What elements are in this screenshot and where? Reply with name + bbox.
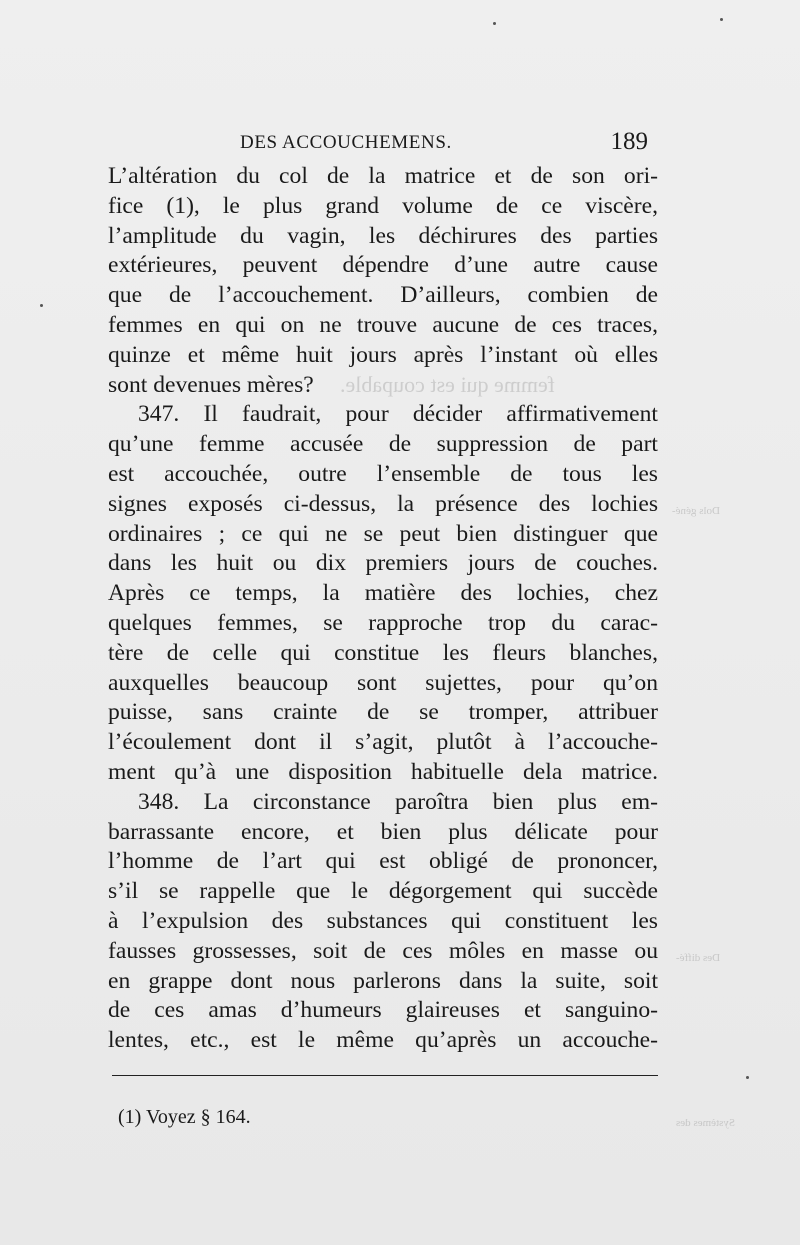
paper-speck <box>40 304 43 307</box>
page-header <box>108 128 658 158</box>
text-line: dans les huit ou dix premiers jours de couches. <box>108 550 658 577</box>
paper-speck <box>493 22 496 25</box>
text-line: fausses grossesses, soit de ces môles en masse ou <box>108 937 658 964</box>
text-line: ordinaires ; ce qui ne se peut bien distinguer que <box>108 520 658 547</box>
paragraph-348-start: 348. La circonstance paroîtra bien plus em- <box>138 788 658 815</box>
text-line: puisse, sans crainte de se tromper, attribuer <box>108 699 658 726</box>
show-through-margin-note: Systèmes des <box>676 1117 735 1129</box>
text-line: à l’expulsion des substances qui constituent les <box>108 907 658 934</box>
text-line: femmes en qui on ne trouve aucune de ces traces, <box>108 311 658 338</box>
show-through-text: femme qui est coupable. <box>340 372 556 397</box>
text-line: sont devenues mères? <box>108 371 314 398</box>
text-line: qu’une femme accusée de suppression de part <box>108 431 658 458</box>
text-line: l’homme de l’art qui est obligé de prononcer, <box>108 848 658 875</box>
text-line: auxquelles beaucoup sont sujettes, pour qu’on <box>108 669 658 696</box>
text-line: est accouchée, outre l’ensemble de tous les <box>108 460 658 487</box>
body-text <box>108 162 658 1056</box>
text-line: l’écoulement dont il s’agit, plutôt à l’accouche- <box>108 729 658 756</box>
text-line: en grappe dont nous parlerons dans la suite, soit <box>108 967 658 994</box>
footnote-divider <box>112 1075 658 1076</box>
text-line: s’il se rappelle que le dégorgement qui succède <box>108 878 658 905</box>
text-line: barrassante encore, et bien plus délicate pour <box>108 818 658 845</box>
text-line: lentes, etc., est le même qu’après un accouche- <box>108 1027 658 1054</box>
running-title: DES ACCOUCHEMENS. <box>240 132 452 153</box>
text-line: l’amplitude du vagin, les déchirures des parties <box>108 222 658 249</box>
footnote: (1) Voyez § 164. <box>118 1106 251 1128</box>
text-line: de ces amas d’humeurs glaireuses et sanguino- <box>108 997 658 1024</box>
text-line: fice (1), le plus grand volume de ce viscère, <box>108 192 658 219</box>
show-through-margin-note: Des diffé- <box>676 952 721 964</box>
paper-speck <box>746 1076 749 1079</box>
text-line: signes exposés ci-dessus, la présence des lochies <box>108 490 658 517</box>
text-line: tère de celle qui constitue les fleurs blanches, <box>108 639 658 666</box>
paragraph-347-start: 347. Il faudrait, pour décider affirmativement <box>138 401 658 428</box>
paper-speck <box>720 18 723 21</box>
text-line: extérieures, peuvent dépendre d’une autre cause <box>108 252 658 279</box>
text-line: quinze et même huit jours après l’instant où elles <box>108 341 658 368</box>
text-line: quelques femmes, se rapproche trop du carac- <box>108 609 658 636</box>
text-line: L’altération du col de la matrice et de son ori- <box>108 163 658 189</box>
text-line: Après ce temps, la matière des lochies, chez <box>108 580 658 607</box>
page-number: 189 <box>610 128 648 155</box>
text-line: que de l’accouchement. D’ailleurs, combien de <box>108 282 658 309</box>
show-through-margin-note: Dols géné- <box>672 505 720 517</box>
text-line: ment qu’à une disposition habituelle dela matrice. <box>108 758 658 785</box>
